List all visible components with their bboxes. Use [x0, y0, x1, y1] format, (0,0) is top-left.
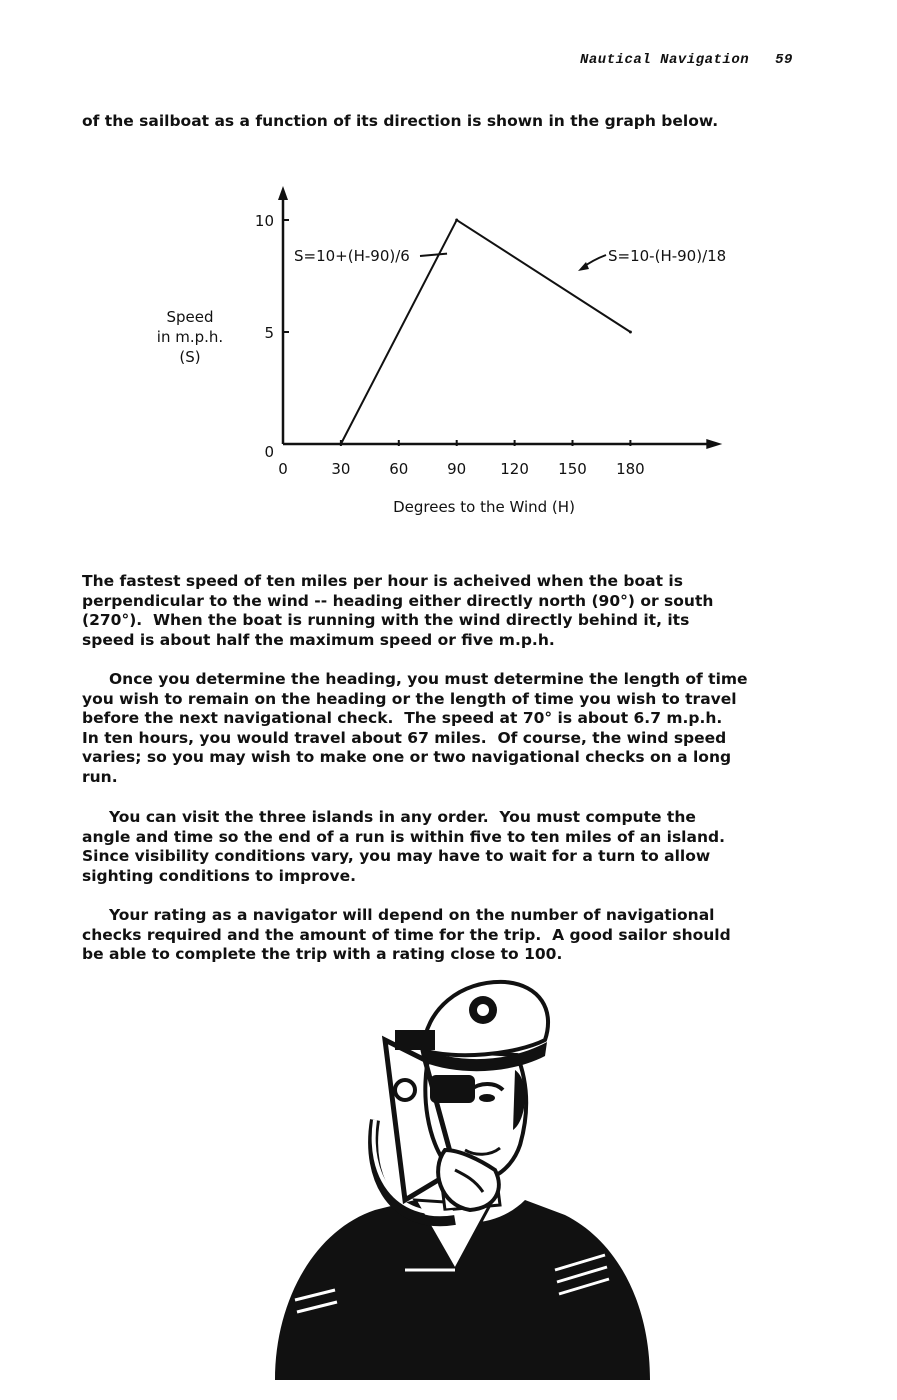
y-tick-label: 10 — [254, 212, 274, 230]
x-axis-label: Degrees to the Wind (H) — [393, 498, 575, 516]
y-axis-label: (S) — [179, 348, 201, 366]
x-tick-label: 150 — [558, 460, 587, 478]
body-line: angle and time so the end of a run is within five to ten miles of an island. — [82, 827, 725, 846]
y-tick-label: 0 — [264, 443, 274, 461]
body-line: Once you determine the heading, you must determine the length of time — [82, 670, 748, 688]
x-tick-label: 180 — [616, 460, 645, 478]
body-line: you wish to remain on the heading or the length of time you wish to travel — [82, 689, 737, 708]
speed-point — [339, 443, 342, 446]
body-line: varies; so you may wish to make one or two navigational checks on a long — [82, 748, 732, 767]
y-tick-label: 5 — [264, 324, 274, 342]
x-tick-label: 120 — [500, 460, 529, 478]
body-line: In ten hours, you would travel about 67 miles. Of course, the wind speed — [82, 728, 727, 747]
x-tick-label: 30 — [331, 460, 351, 478]
x-tick-label: 0 — [278, 460, 288, 478]
body-line: Since visibility conditions vary, you may have to wait for a turn to allow — [82, 847, 711, 866]
body-line: speed is about half the maximum speed or five m.p.h. — [82, 630, 555, 649]
sailor-with-sextant-illustration — [255, 970, 655, 1390]
running-head-title: Nautical Navigation — [580, 52, 750, 68]
y-axis-arrow — [278, 186, 288, 200]
body-line: (270°). When the boat is running with the wind directly behind it, its — [82, 611, 690, 630]
equation-label-falling: S=10-(H-90)/18 — [608, 247, 727, 265]
body-line: sighting conditions to improve. — [82, 866, 357, 885]
intro-line: of the sailboat as a function of its direction is shown in the graph below. — [82, 112, 719, 130]
body-line: be able to complete the trip with a rating close to 100. — [82, 945, 563, 964]
body-line: run. — [82, 768, 118, 786]
equation-pointer-rising — [420, 254, 447, 256]
x-tick-label: 90 — [447, 460, 467, 478]
x-tick-label: 60 — [389, 460, 409, 478]
speed-point — [455, 219, 458, 222]
y-axis-label: Speed — [166, 308, 214, 326]
speed-point — [629, 331, 632, 334]
equation-label-rising: S=10+(H-90)/6 — [294, 247, 410, 265]
y-axis-label: in m.p.h. — [156, 328, 224, 346]
body-line: You can visit the three islands in any order. You must compute the — [82, 808, 696, 826]
page-number: 59 — [775, 52, 793, 68]
x-axis-arrow — [706, 439, 722, 449]
body-line: perpendicular to the wind -- heading either directly north (90°) or south — [82, 591, 714, 610]
body-line: The fastest speed of ten miles per hour is acheived when the boat is — [82, 572, 683, 590]
body-line: before the next navigational check. The speed at 70° is about 6.7 m.p.h. — [82, 709, 723, 728]
body-line: checks required and the amount of time for the trip. A good sailor should — [82, 925, 731, 944]
body-line: Your rating as a navigator will depend on the number of navigational — [82, 906, 715, 924]
speed-chart — [0, 0, 897, 540]
